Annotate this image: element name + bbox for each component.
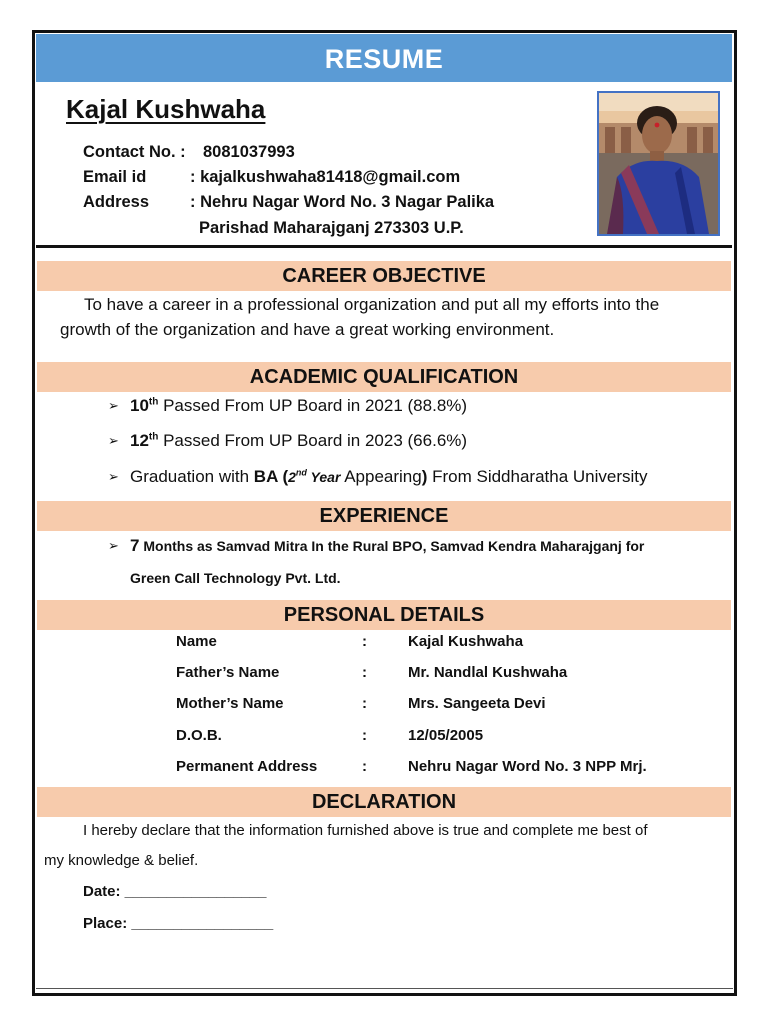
- pd-colon: :: [362, 695, 367, 712]
- academic-item2-sup: th: [148, 431, 159, 443]
- arrow-bullet-icon: ➢: [108, 538, 119, 553]
- arrow-bullet-icon: ➢: [108, 398, 119, 413]
- address-line2: Parishad Maharajganj 273303 U.P.: [199, 219, 464, 237]
- academic-item3-bold: BA: [253, 467, 278, 486]
- academic-item3-paren-close: ): [421, 467, 428, 486]
- pd-value: Kajal Kushwaha: [408, 633, 524, 650]
- pd-colon: :: [362, 758, 367, 775]
- career-objective-line2: growth of the organization and have a great working environment.: [60, 320, 555, 339]
- academic-heading: ACADEMIC QUALIFICATION: [37, 362, 731, 392]
- email-row: [83, 168, 460, 187]
- personal-details-heading: PERSONAL DETAILS: [37, 600, 731, 630]
- pd-value: 12/05/2005: [408, 727, 484, 744]
- career-objective-heading: CAREER OBJECTIVE: [37, 261, 731, 291]
- resume-title: RESUME: [36, 34, 732, 82]
- contact-value: 8081037993: [203, 143, 295, 161]
- email-value: : kajalkushwaha81418@gmail.com: [190, 168, 461, 186]
- declaration-heading: DECLARATION: [37, 787, 731, 817]
- academic-item1-sup: th: [148, 396, 159, 408]
- candidate-name: Kajal Kushwaha: [66, 94, 266, 124]
- pd-label: D.O.B.: [176, 727, 222, 744]
- pd-colon: :: [362, 727, 367, 744]
- arrow-bullet-icon: ➢: [108, 433, 119, 448]
- pd-label: Permanent Address: [176, 758, 318, 775]
- date-field: Date: _________________: [83, 883, 267, 900]
- academic-item1-text: Passed From UP Board in 2021 (88.8%): [158, 396, 468, 415]
- pd-value: Mr. Nandlal Kushwaha: [408, 664, 568, 681]
- experience-line2: Green Call Technology Pvt. Ltd.: [130, 570, 341, 586]
- pd-colon: :: [362, 633, 367, 650]
- academic-item2-text: Passed From UP Board in 2023 (66.6%): [158, 431, 468, 450]
- arrow-bullet-icon: ➢: [108, 469, 119, 484]
- experience-line1: Months as Samvad Mitra In the Rural BPO, Samvad Kendra Maharajganj for: [139, 538, 645, 554]
- academic-item3-italic1: 2: [288, 469, 296, 485]
- academic-item3-paren-open: (: [277, 467, 289, 486]
- contact-label: Contact No. :: [83, 143, 186, 161]
- pd-label: Mother’s Name: [176, 695, 284, 712]
- academic-item2-bold: 12: [130, 431, 149, 450]
- academic-item3-sup: nd: [295, 467, 307, 478]
- declaration-line1: I hereby declare that the information furnished above is true and complete me best of: [83, 822, 648, 839]
- academic-item-12th: [108, 431, 467, 451]
- academic-item-graduation: [108, 467, 648, 487]
- pd-label: Name: [176, 633, 217, 650]
- experience-item: [108, 536, 644, 556]
- pd-colon: :: [362, 664, 367, 681]
- bottom-rule: [36, 988, 733, 989]
- address-label: Address: [83, 193, 150, 211]
- declaration-line2: my knowledge & belief.: [44, 852, 199, 869]
- pd-value: Mrs. Sangeeta Devi: [408, 695, 546, 712]
- pd-label: Father’s Name: [176, 664, 280, 681]
- profile-photo: [597, 91, 720, 236]
- academic-item3-italic2: Year: [306, 469, 341, 485]
- pd-value: Nehru Nagar Word No. 3 NPP Mrj.: [408, 758, 647, 775]
- experience-heading: EXPERIENCE: [37, 501, 731, 531]
- academic-item1-bold: 10: [130, 396, 149, 415]
- header-divider: [36, 245, 732, 248]
- place-field: Place: _________________: [83, 915, 274, 932]
- address-row: [83, 193, 494, 212]
- academic-item3-mid: Appearing: [340, 467, 422, 486]
- academic-item3-post: From Siddharatha University: [427, 467, 648, 486]
- address-line1: : Nehru Nagar Word No. 3 Nagar Palika: [190, 193, 495, 211]
- experience-months-number: 7: [130, 536, 140, 555]
- academic-item3-pre: Graduation with: [130, 467, 254, 486]
- contact-row: [83, 143, 295, 162]
- email-label: Email id: [83, 168, 147, 186]
- academic-item-10th: [108, 396, 467, 416]
- career-objective-line1: To have a career in a professional organization and put all my efforts into the: [84, 295, 660, 314]
